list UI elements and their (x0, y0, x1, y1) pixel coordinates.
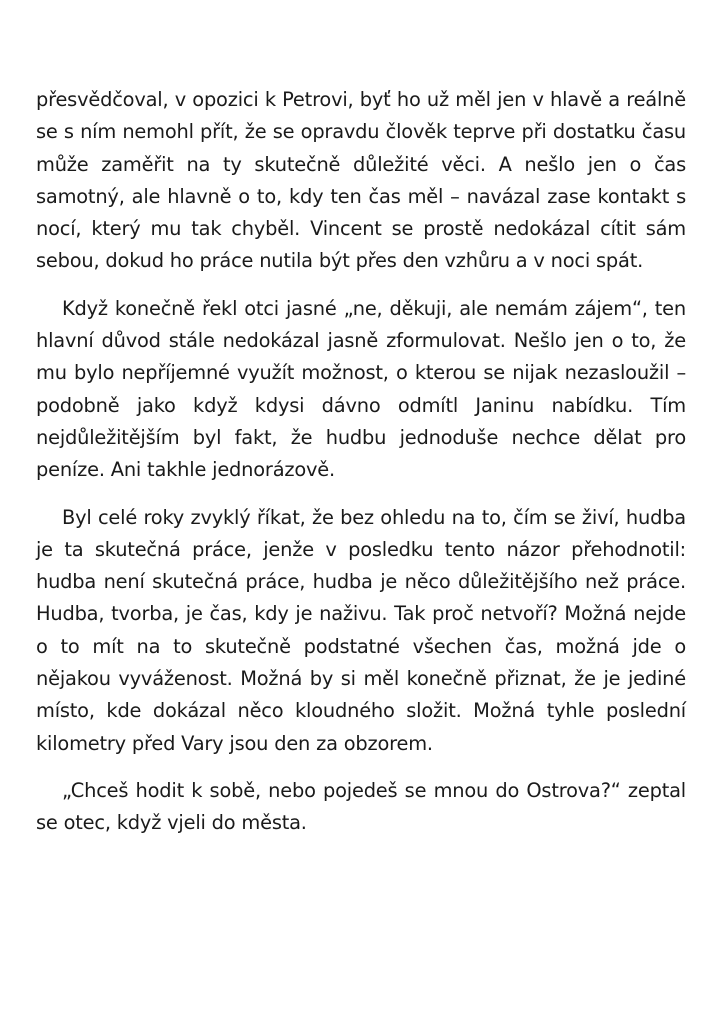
paragraph: Byl celé roky zvyklý říkat, že bez ohledu na to, čím se živí, hudba je ta skutečná práce, jenže v posledku tento názor přehodnotil: hudba není skutečná práce, hudba je něco důležitějšího než práce. Hudba, tvorba, je čas, kdy je naživu. Tak proč netvoří? Možná nejde o to mít na to skutečně podstatné všechen čas, možná jde o nějakou vyváženost. Možná by si měl konečně přiznat, že je jediné místo, kde dokázal něco kloudného složit. Možná tyhle poslední kilometry před Vary jsou den za obzorem. (36, 505, 686, 755)
paragraph: přesvědčoval, v opozici k Petrovi, byť ho už měl jen v hlavě a reálně se s ním nemohl přít, že se opravdu člověk teprve při dostatku času může zaměřit na ty skutečně důležité věci. A nešlo jen o čas samotný, ale hlavně o to, kdy ten čas měl – navázal zase kontakt s nocí, který mu tak chyběl. Vincent se prostě nedokázal cítit sám sebou, dokud ho práce nutila být přes den vzhůru a v noci spát. (36, 88, 686, 273)
paragraph: „Chceš hodit k sobě, nebo pojedeš se mnou do Ostrova?“ zeptal se otec, když vjeli do města. (36, 778, 686, 835)
document-page (36, 84, 686, 855)
paragraph: Když konečně řekl otci jasné „ne, děkuji, ale nemám zájem“, ten hlavní důvod stále nedokázal jasně zformulovat. Nešlo jen o to, že mu bylo nepříjemné využít možnost, o kterou se nijak nezasloužil – podobně jako když kdysi dávno odmítl Janinu nabídku. Tím nejdůležitějším byl fakt, že hudbu jednoduše nechce dělat pro peníze. Ani takhle jednorázově. (36, 296, 686, 482)
